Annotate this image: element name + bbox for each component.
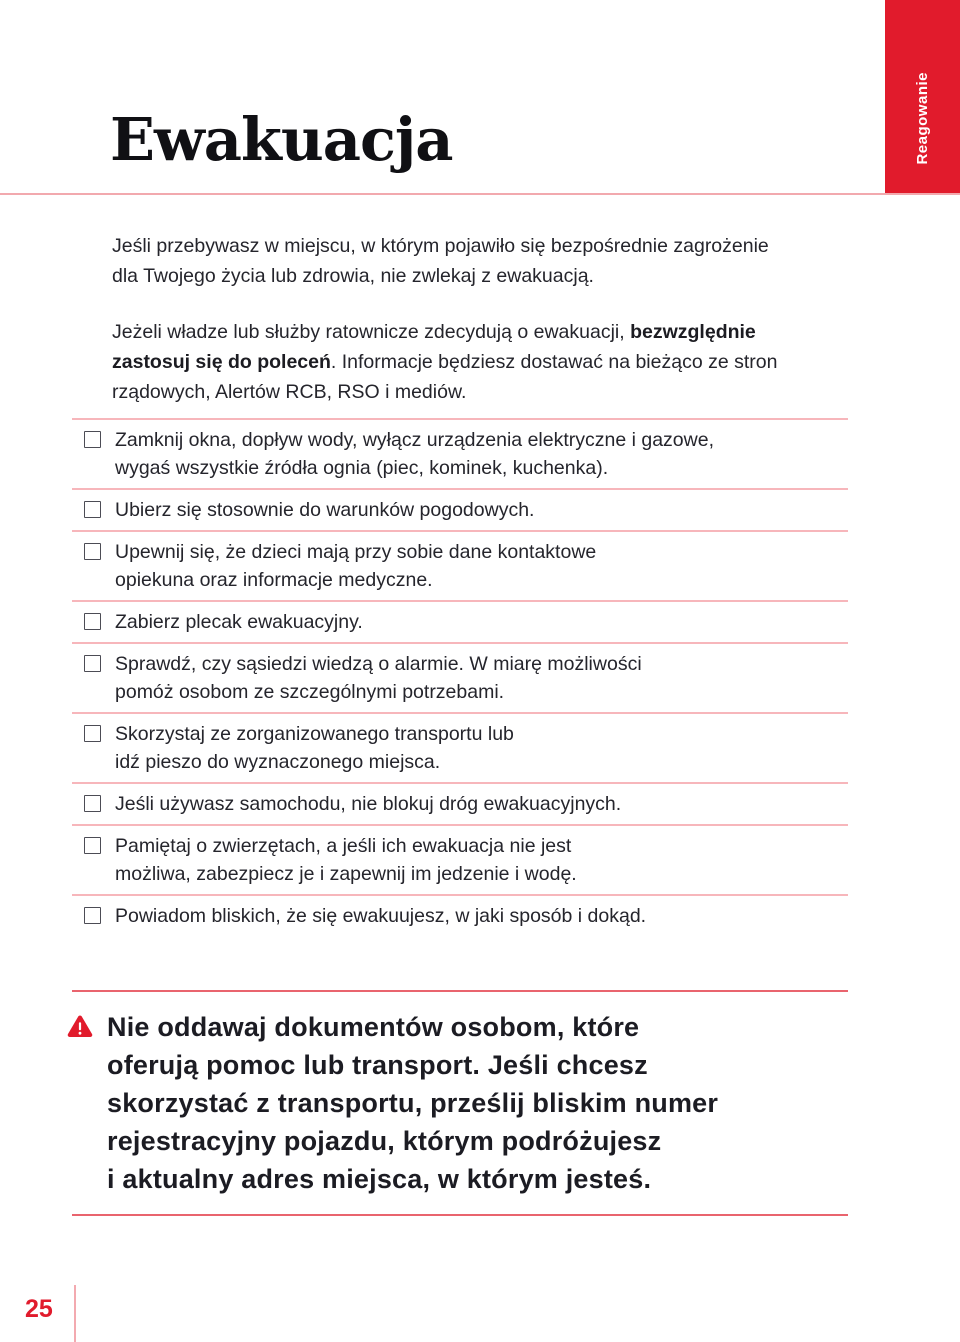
checklist-item-line: Upewnij się, że dzieci mają przy sobie dane kontaktowe [115, 541, 597, 563]
checkbox[interactable] [84, 543, 101, 560]
warning-text-line: rejestracyjny pojazdu, którym podróżujesz [107, 1126, 662, 1156]
checklist-item-text [115, 496, 534, 524]
checklist-item [72, 642, 848, 712]
emphasized-text: zastosuj się do poleceń [112, 351, 331, 373]
warning-text [107, 1008, 718, 1198]
checklist-item-line: idź pieszo do wyznaczonego miejsca. [115, 751, 441, 773]
checklist-item-line: Skorzystaj ze zorganizowanego transportu lub [115, 723, 514, 745]
intro-paragraph-2-line [112, 347, 852, 377]
emphasized-text: bezwzględnie [630, 321, 756, 343]
warning-callout [72, 990, 848, 1216]
intro-paragraph-2-line [112, 377, 852, 407]
warning-text-line: i aktualny adres miejsca, w którym jesteś. [107, 1164, 652, 1194]
intro-section [112, 231, 852, 407]
page-title: Ewakuacja [110, 105, 453, 174]
footer-divider [74, 1285, 76, 1342]
checklist-item-text [115, 426, 714, 482]
checklist-item-text [115, 902, 646, 930]
checkbox[interactable] [84, 431, 101, 448]
body-text: . Informacje będziesz dostawać na bieżąco ze stron [330, 351, 778, 373]
checklist-item-text [115, 650, 642, 706]
checkbox[interactable] [84, 725, 101, 742]
checklist-item-text [115, 720, 514, 776]
warning-text-line: Nie oddawaj dokumentów osobom, które [107, 1012, 640, 1042]
intro-paragraph-2-line [112, 317, 852, 347]
intro-paragraph-2 [112, 317, 852, 407]
intro-paragraph-1-line: Jeśli przebywasz w miejscu, w którym pojawiło się bezpośrednie zagrożenie [112, 235, 769, 257]
checklist-item [72, 600, 848, 642]
checkbox[interactable] [84, 795, 101, 812]
page-number: 25 [25, 1295, 53, 1323]
checkbox[interactable] [84, 837, 101, 854]
checklist-item-line: Zabierz plecak ewakuacyjny. [115, 611, 363, 633]
checklist-item-text [115, 790, 621, 818]
evacuation-checklist [72, 418, 848, 936]
checklist-item-text [115, 608, 363, 636]
checkbox[interactable] [84, 501, 101, 518]
checklist-item [72, 782, 848, 824]
checklist-item-line: Sprawdź, czy sąsiedzi wiedzą o alarmie. W miarę możliwości [115, 653, 642, 675]
checkbox[interactable] [84, 907, 101, 924]
header-divider [0, 193, 960, 195]
checklist-item [72, 530, 848, 600]
checklist-item-line: Ubierz się stosownie do warunków pogodowych. [115, 499, 535, 521]
body-text: Jeżeli władze lub służby ratownicze zdecydują o ewakuacji, [112, 321, 631, 343]
warning-text-line: oferują pomoc lub transport. Jeśli chcesz [107, 1050, 648, 1080]
checklist-item-line: Powiadom bliskich, że się ewakuujesz, w jaki sposób i dokąd. [115, 905, 647, 927]
checkbox[interactable] [84, 655, 101, 672]
checkbox[interactable] [84, 613, 101, 630]
checklist-item-line: wygaś wszystkie źródła ognia (piec, kominek, kuchenka). [115, 457, 609, 479]
intro-paragraph-1 [112, 231, 852, 291]
checklist-item [72, 418, 848, 488]
checklist-item-text [115, 832, 577, 888]
checklist-item-line: możliwa, zabezpiecz je i zapewnij im jedzenie i wodę. [115, 863, 577, 885]
checklist-item [72, 488, 848, 530]
checklist-item-text [115, 538, 596, 594]
checklist-item-line: Zamknij okna, dopływ wody, wyłącz urządzenia elektryczne i gazowe, [115, 429, 714, 451]
checklist-item [72, 712, 848, 782]
checklist-item-line: Pamiętaj o zwierzętach, a jeśli ich ewakuacja nie jest [115, 835, 572, 857]
warning-icon [67, 1008, 107, 1043]
intro-paragraph-1-line: dla Twojego życia lub zdrowia, nie zwlekaj z ewakuacją. [112, 265, 594, 287]
section-tab-label: Reagowanie [914, 72, 931, 165]
checklist-item-line: Jeśli używasz samochodu, nie blokuj dróg ewakuacyjnych. [115, 793, 622, 815]
checklist-item [72, 824, 848, 894]
checklist-item-line: pomóż osobom ze szczególnymi potrzebami. [115, 681, 505, 703]
checklist-item-line: opiekuna oraz informacje medyczne. [115, 569, 433, 591]
section-tab-reagowanie [885, 0, 960, 193]
body-text: rządowych, Alertów RCB, RSO i mediów. [112, 381, 467, 403]
checklist-item [72, 894, 848, 936]
warning-text-line: skorzystać z transportu, prześlij bliskim numer [107, 1088, 719, 1118]
